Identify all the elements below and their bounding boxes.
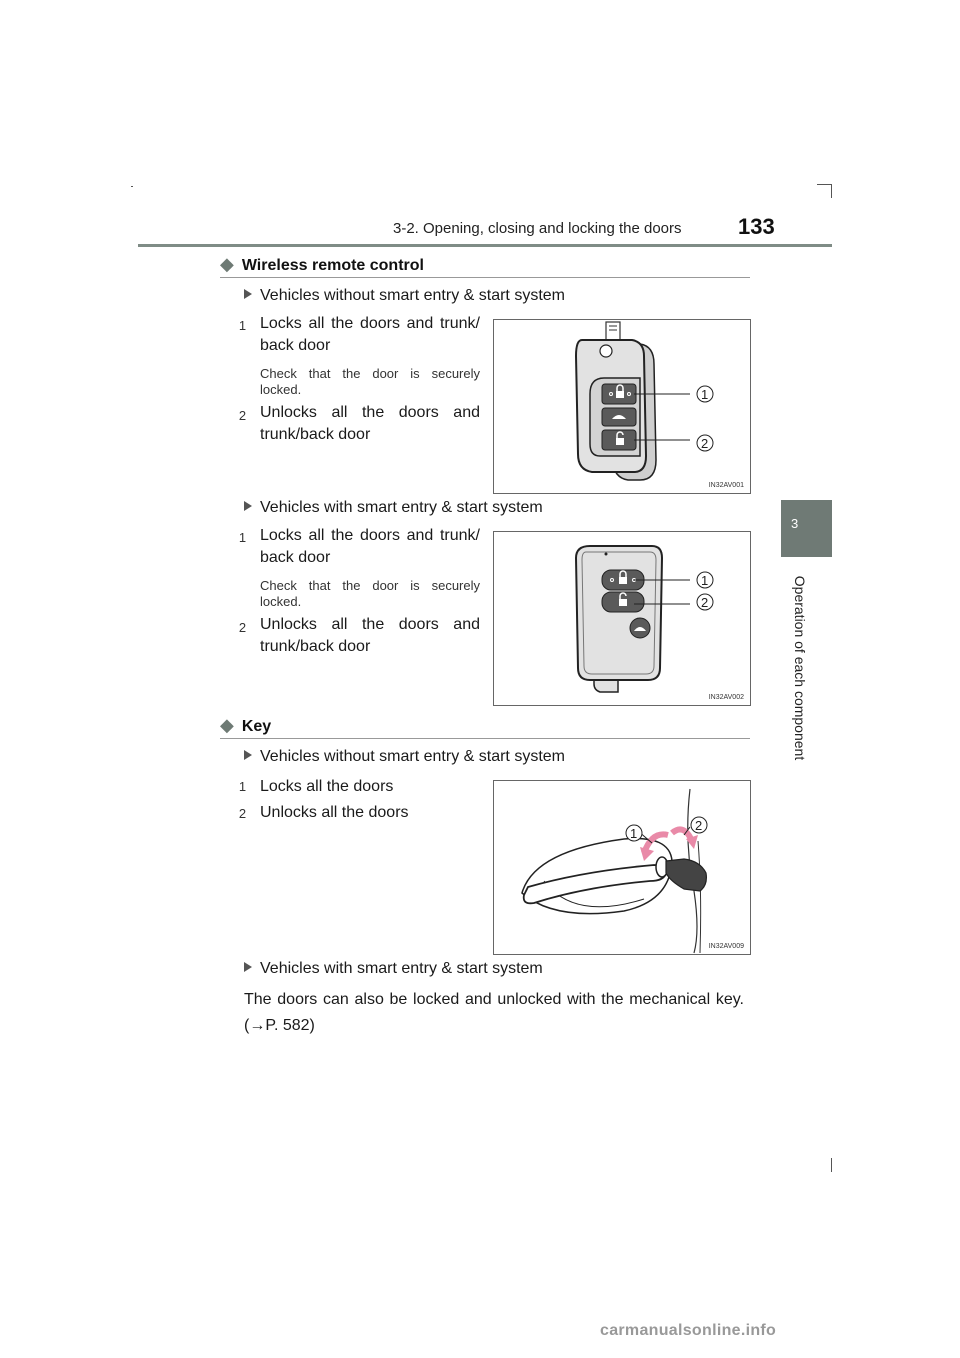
callout-2: 2 [695,818,703,833]
door-handle-illustration [494,781,750,954]
bullet-text: Vehicles with smart entry & start system [260,960,543,977]
callout-1: 1 [701,573,709,588]
section-rule [220,738,750,739]
crop-mark [131,186,133,187]
figure-code: IN32AV002 [708,694,744,701]
item-number: 2 [238,806,247,821]
chapter-number: 3 [791,516,799,531]
figure-smart-key-fob [493,531,751,706]
bullet-text: Vehicles without smart entry & start system [260,287,565,304]
diamond-icon: ◆ [220,254,234,274]
bullet-text: Vehicles without smart entry & start system [260,748,565,765]
item-number: 1 [238,530,247,545]
item-lock-text: Locks all the doors and trunk/ back door [260,315,480,354]
bullet-with-smart-entry [244,960,543,978]
diamond-icon: ◆ [220,715,234,735]
figure-code: IN32AV009 [708,943,744,950]
page-number: 133 [738,214,775,239]
section-title-text: Wireless remote control [241,257,424,274]
item-note: Check that the door is securely locked. [260,366,480,397]
callout-1: 1 [701,387,709,402]
item-number: 1 [238,779,247,794]
item-unlock-text: Unlocks all the doors and trunk/back door [260,404,480,443]
running-header: 3-2. Opening, closing and locking the doors [393,220,682,237]
callout-2: 2 [701,436,709,451]
figure-code: IN32AV001 [708,482,744,489]
figure-door-key [493,780,751,955]
mechanical-key-note: The doors can also be locked and unlocked with the mechanical key. (→P. 582) [244,991,744,1034]
bullet-with-smart-entry [244,499,543,517]
figure-flip-key-fob [493,319,751,494]
item-unlock-text: Unlocks all the doors and trunk/back door [260,616,480,655]
watermark: carmanualsonline.info [600,1322,777,1339]
crop-mark [831,184,832,198]
item-lock-text: Locks all the doors and trunk/ back door [260,527,480,566]
triangle-bullet-icon [244,750,252,760]
triangle-bullet-icon [244,501,252,511]
header-rule [138,244,832,247]
flip-key-illustration [494,320,750,493]
section-rule [220,277,750,278]
section-title-remote [220,254,424,275]
triangle-bullet-icon [244,289,252,299]
item-note: Check that the door is securely locked. [260,578,480,609]
item-number: 1 [238,318,247,333]
callout-2: 2 [701,595,709,610]
bullet-without-smart-entry [244,748,565,766]
bullet-without-smart-entry [244,287,565,305]
item-lock-text: Locks all the doors [260,778,394,795]
callout-1: 1 [630,826,638,841]
item-unlock-text: Unlocks all the doors [260,804,409,821]
smart-key-illustration [494,532,750,705]
item-number: 2 [238,408,247,423]
crop-mark [817,184,832,185]
crop-mark [831,1158,832,1172]
triangle-bullet-icon [244,962,252,972]
bullet-text: Vehicles with smart entry & start system [260,499,543,516]
item-number: 2 [238,620,247,635]
section-title-text: Key [241,718,272,735]
chapter-tab [781,500,832,557]
chapter-label: Operation of each component [792,575,808,761]
section-title-key [220,715,271,736]
